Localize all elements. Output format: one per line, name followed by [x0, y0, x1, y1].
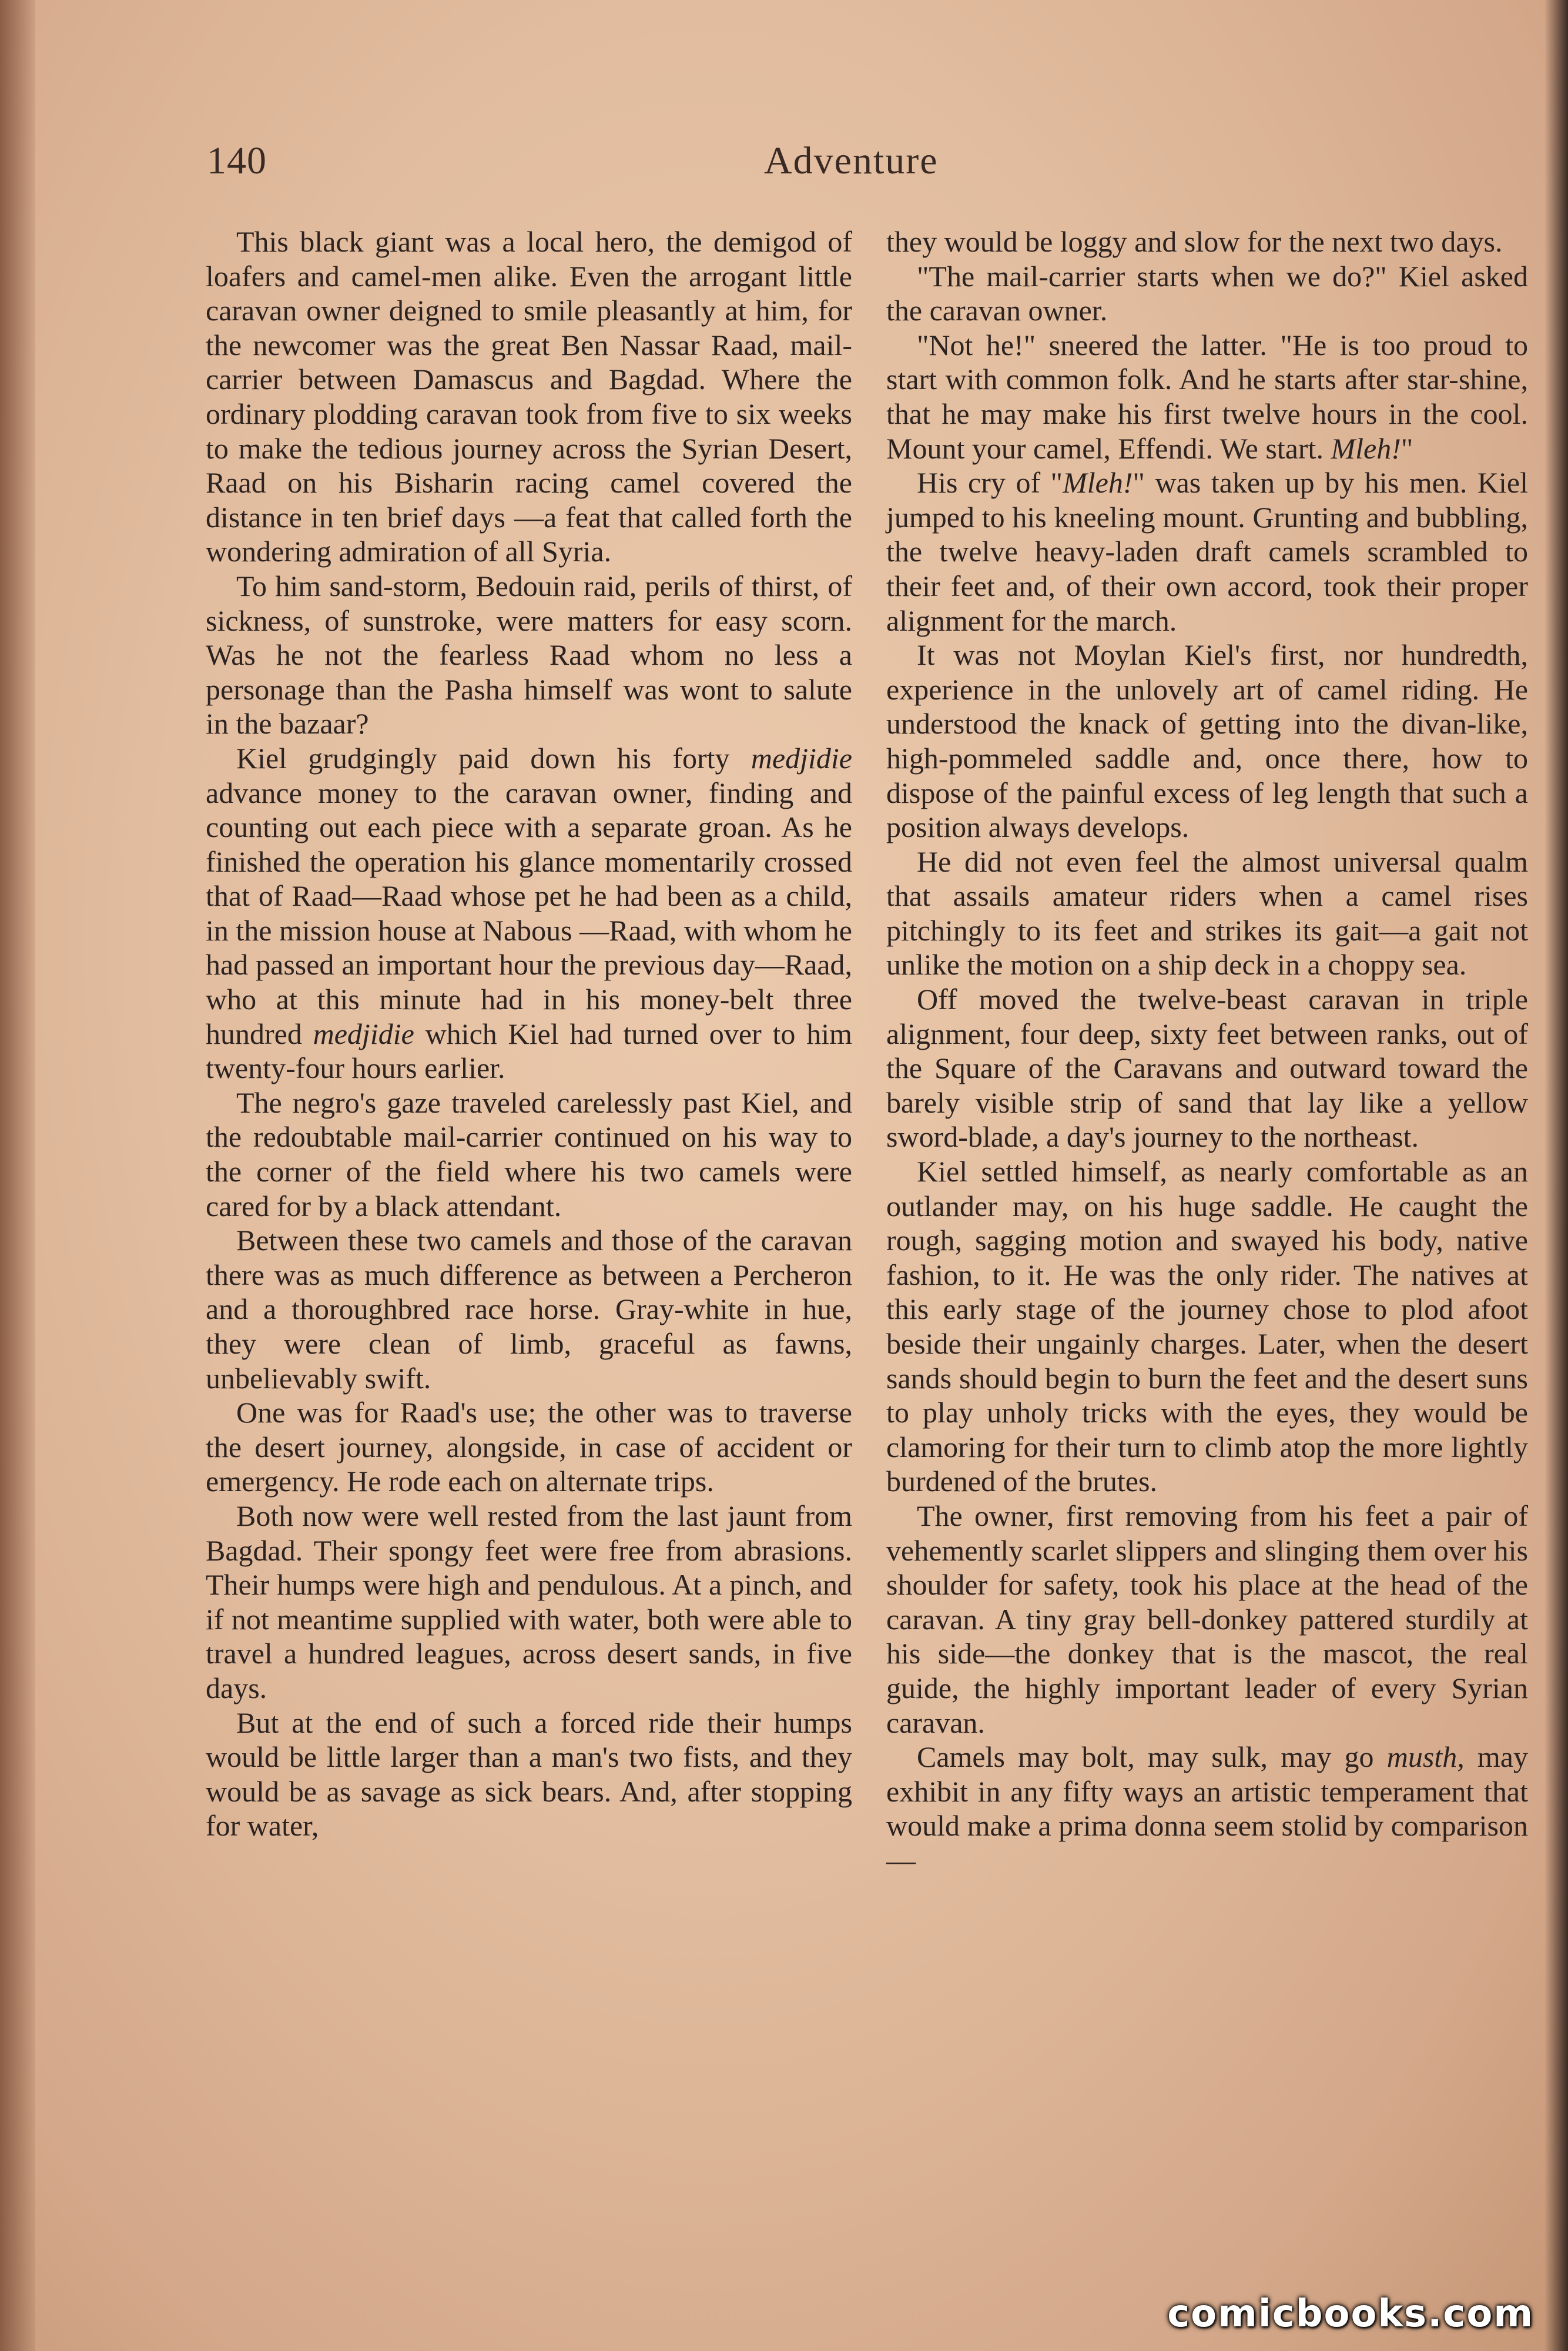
paragraph: But at the end of such a forced ride their humps would be little larger than a man's two fists, and they would be as savage as sick bears. And, after stopping for water, — [206, 1706, 852, 1843]
text-run: which Kiel had turned over to him twenty-four hours earlier. — [206, 1017, 852, 1085]
text-run: Camels may bolt, may sulk, may go — [917, 1740, 1387, 1774]
page-right-edge — [1544, 0, 1568, 2351]
paragraph: He did not even feel the almost universal qualm that assails amateur riders when a camel rises pitchingly to its feet and strikes its gait—a gait not unlike the motion on a ship deck in a choppy sea. — [886, 845, 1528, 982]
paragraph: It was not Moylan Kiel's first, nor hundredth, experience in the unlovely art of camel riding. He understood the knack of getting into the divan-like, high-pommeled saddle and, once there, how to dispose of the painful excess of leg length that such a position always develops. — [886, 638, 1528, 844]
text-column-left — [206, 225, 852, 1843]
italic-word: medjidie — [751, 741, 852, 775]
text-column-right — [886, 225, 1528, 1878]
text-run: " — [1401, 431, 1413, 465]
italic-word: musth, — [1386, 1740, 1465, 1774]
paragraph: To him sand-storm, Bedouin raid, perils of thirst, of sickness, of sunstroke, were matters for easy scorn. Was he not the fearless Raad whom no less a personage than the Pasha himself was wont to salute in the bazaar? — [206, 569, 852, 741]
text-run: " was taken up by his men. Kiel jumped to his kneeling mount. Grunting and bubbling, the twelve heavy-laden draft camels scrambled to their feet and, of their own accord, took their proper alignment for the march. — [886, 466, 1528, 637]
paragraph: The owner, first removing from his feet a pair of vehemently scarlet slippers and slinging them over his shoulder for safety, took his place at the head of the caravan. A tiny gray bell-donkey pattered sturdily at his side—the donkey that is the mascot, the real guide, the highly important leader of every Syrian caravan. — [886, 1499, 1528, 1739]
paragraph: The negro's gaze traveled carelessly past Kiel, and the redoubtable mail-carrier continued on his way to the corner of the field where his two camels were cared for by a black attendant. — [206, 1086, 852, 1223]
paragraph: Both now were well rested from the last jaunt from Bagdad. Their spongy feet were free from abrasions. Their humps were high and pendulous. At a pinch, and if not meantime supplied with water, both were able to travel a hundred leagues, across desert sands, in five days. — [206, 1499, 852, 1704]
italic-word: Mleh! — [1063, 466, 1133, 500]
italic-word: Mleh! — [1331, 431, 1401, 465]
paragraph: Off moved the twelve-beast caravan in triple alignment, four deep, sixty feet between ranks, out of the Square of the Caravans and outward toward the barely visible strip of sand that lay like a yellow sword-blade, a day's journey to the northeast. — [886, 983, 1528, 1154]
page-gutter-shadow — [0, 0, 35, 2351]
text-run: advance money to the caravan owner, finding and counting out each piece with a separate groan. As he finished the operation his glance momentarily crossed that of Raad—Raad whose pet he had been as a child, in the mission house at Nabous —Raad, with whom he had passed an important hour the previous day—Raad, who at this minute had in his money-belt three hundred — [206, 776, 852, 1050]
paragraph: "The mail-carrier starts when we do?" Kiel asked the caravan owner. — [886, 259, 1528, 327]
paragraph: One was for Raad's use; the other was to traverse the desert journey, alongside, in case of accident or emergency. He rode each on alternate trips. — [206, 1396, 852, 1498]
text-run: His cry of " — [917, 466, 1063, 500]
paragraph — [886, 1740, 1528, 1877]
page-number: 140 — [207, 139, 267, 182]
paragraph: Kiel settled himself, as nearly comfortable as an outlander may, on his huge saddle. He caught the rough, sagging motion and swayed his body, native fashion, to it. He was the only rider. The natives at this early stage of the journey chose to plod afoot beside their ungainly charges. Later, when the desert sands should begin to burn the feet and the desert suns to play unholy tricks with the eyes, they would be clamoring for their turn to climb atop the more lightly burdened of the brutes. — [886, 1155, 1528, 1498]
text-run: Kiel grudgingly paid down his forty — [236, 741, 751, 775]
paragraph — [206, 741, 852, 1086]
text-run: "Not he!" sneered the latter. "He is too proud to start with common folk. And he starts after star-shine, that he may make his first twelve hours in the cool. Mount your camel, Effendi. We start. — [886, 328, 1528, 465]
paragraph: This black giant was a local hero, the demigod of loafers and camel-men alike. Even the arrogant little caravan owner deigned to smile pleasantly at him, for the newcomer was the great Ben Nassar Raad, mail-carrier between Damascus and Bagdad. Where the ordinary plodding caravan took from five to six weeks to make the tedious journey across the Syrian Desert, Raad on his Bisharin racing camel covered the distance in ten brief days —a feat that called forth the wondering admiration of all Syria. — [206, 225, 852, 568]
paragraph — [886, 328, 1528, 465]
watermark — [1152, 2292, 1552, 2336]
paragraph-continued: they would be loggy and slow for the next two days. — [886, 225, 1503, 258]
italic-word: medjidie — [313, 1017, 414, 1050]
running-title: Adventure — [764, 139, 939, 182]
paragraph: Between these two camels and those of the caravan there was as much difference as between a Percheron and a thoroughbred race horse. Gray-white in hue, they were clean of limb, graceful as fawns, unbelievably swift. — [206, 1224, 852, 1395]
watermark-text: comicbooks.com — [1167, 2292, 1534, 2336]
text-run: may exhibit in any fifty ways an artistic temperament that would make a prima donna seem stolid by comparison— — [886, 1740, 1528, 1877]
paragraph — [886, 465, 1528, 638]
